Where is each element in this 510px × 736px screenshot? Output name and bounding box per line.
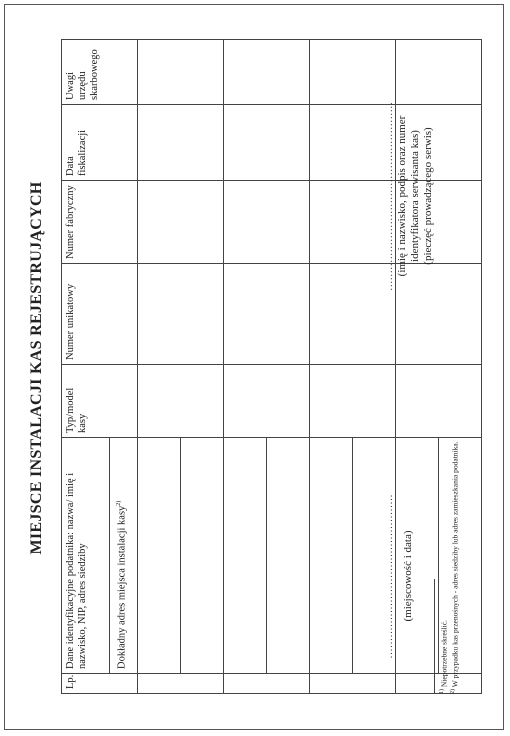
cell-type[interactable] xyxy=(396,365,482,438)
header-address-label: Dokładny adres miejsca instalacji kasy xyxy=(116,505,128,669)
footnote-2 xyxy=(449,441,460,694)
cell-type[interactable] xyxy=(138,365,224,438)
cell-fiscal-date[interactable] xyxy=(138,105,224,181)
cell-address[interactable] xyxy=(267,438,310,674)
header-remarks: Uwagi urzędu skarbowego xyxy=(62,40,138,105)
cell-serial[interactable] xyxy=(138,181,224,264)
cell-remarks[interactable] xyxy=(224,40,310,105)
cell-type[interactable] xyxy=(310,365,396,438)
place-date-dots: ............................................... xyxy=(384,493,395,659)
cell-taxpayer[interactable] xyxy=(138,438,181,674)
cell-address[interactable] xyxy=(181,438,224,674)
table-header-row xyxy=(62,40,110,694)
form-title: MIEJSCE INSTALACJI KAS REJESTRUJĄCYCH xyxy=(28,181,45,555)
footnote-divider xyxy=(434,579,435,694)
cell-lp[interactable] xyxy=(138,674,224,694)
header-address xyxy=(110,438,138,674)
technician-signature xyxy=(383,76,435,316)
technician-label-1: (imię i nazwisko, podpis oraz numer xyxy=(396,115,408,277)
cell-type[interactable] xyxy=(224,365,310,438)
place-date-signature xyxy=(383,466,415,686)
cell-remarks[interactable] xyxy=(138,40,224,105)
cell-lp[interactable] xyxy=(224,674,310,694)
footnote-1-mark: 1) xyxy=(439,689,445,694)
cell-unique[interactable] xyxy=(138,264,224,365)
footnote-2-mark: 2) xyxy=(449,689,456,694)
header-type: Typ/model kasy xyxy=(62,365,138,438)
place-date-label: (miejscowość i data) xyxy=(402,530,414,622)
footnote-ref-2: 2) xyxy=(116,500,122,506)
cell-serial[interactable] xyxy=(224,181,310,264)
technician-label-2: identyfikatora serwisanta kas) xyxy=(409,130,421,262)
footnote-2-text: W przypadku kas przenośnych - adres siedziby lub adres zamieszkania podatnika. xyxy=(450,441,459,688)
cell-fiscal-date[interactable] xyxy=(224,105,310,181)
technician-label-3: (pieczęć prowadzącego serwis) xyxy=(422,127,434,265)
header-fiscal-date: Data fiskalizacji xyxy=(62,105,138,181)
table-row xyxy=(224,40,267,694)
footnotes xyxy=(438,441,459,694)
technician-dots: ...................................................... xyxy=(384,101,395,291)
header-unique: Numer unikatowy xyxy=(62,264,138,365)
table-row xyxy=(310,40,353,694)
header-taxpayer: Dane identyfikacyjne podatnika: nazwa/ imię i nazwisko, NIP, adres siedziby xyxy=(62,438,110,674)
cell-taxpayer[interactable] xyxy=(310,438,353,674)
cell-taxpayer[interactable] xyxy=(224,438,267,674)
table-row xyxy=(138,40,181,694)
footnote-1 xyxy=(438,441,449,694)
cell-unique[interactable] xyxy=(224,264,310,365)
header-serial: Numer fabryczny xyxy=(62,181,138,264)
header-lp: Lp. xyxy=(62,674,138,694)
footnote-1-text: Niepotrzebne skreślić. xyxy=(439,620,449,688)
